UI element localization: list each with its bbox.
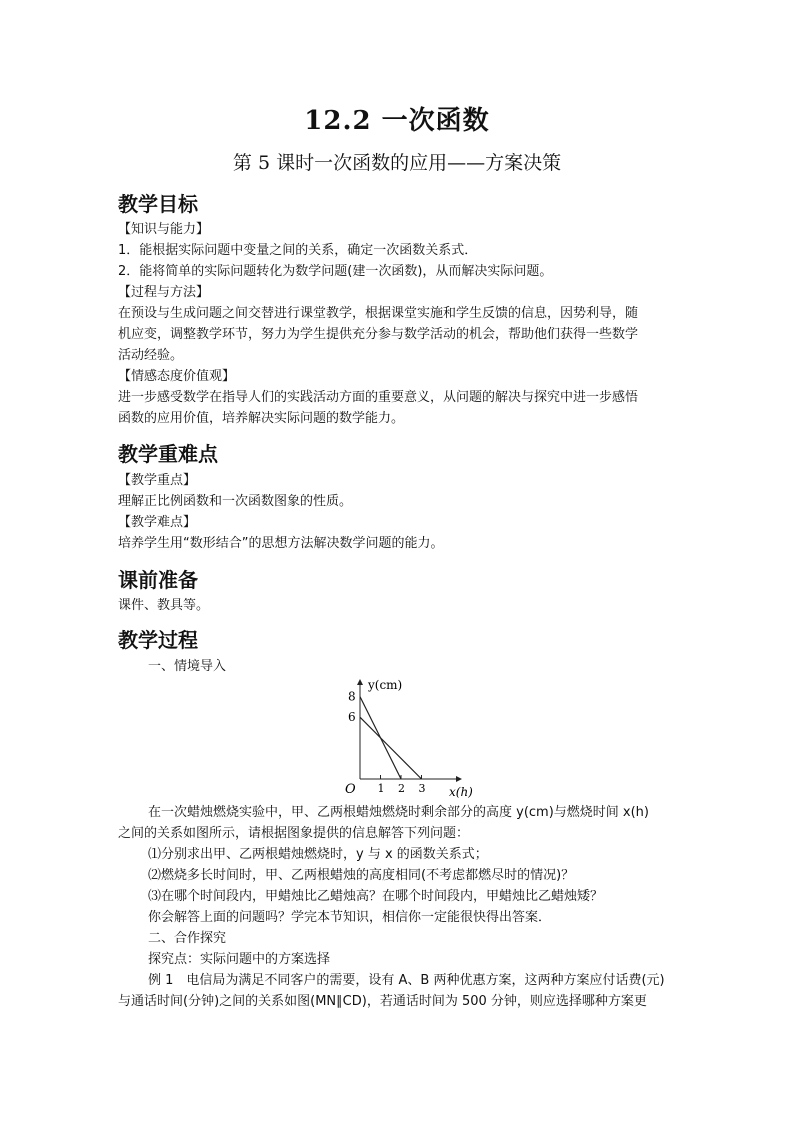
example-1-line-1: 例 1 电信局为满足不同客户的需要，设有 A、B 两种优惠方案，这两种方案应付话费(元)	[148, 973, 665, 988]
x-axis-arrow	[456, 776, 462, 782]
prep-text: 课件、教具等。	[118, 598, 210, 613]
knowledge-item-1: 1．能根据实际问题中变量之间的关系，确定一次函数关系式．	[118, 243, 478, 258]
x-tick-label: 3	[418, 782, 426, 795]
process-text-2: 机应变，调整教学环节，努力为学生提供充分参与数学活动的机会，帮助他们获得一些数学	[118, 327, 639, 342]
section-heading-goals: 教学目标	[118, 192, 198, 216]
process-tag: 【过程与方法】	[118, 285, 210, 300]
question-2: ⑵燃烧多长时间时，甲、乙两根蜡烛的高度相同(不考虑都燃尽时的情况)？	[148, 868, 575, 883]
knowledge-tag: 【知识与能力】	[118, 222, 210, 237]
x-tick-label: 2	[398, 782, 405, 795]
emotion-text-2: 函数的应用价值，培养解决实际问题的数学能力。	[118, 411, 405, 426]
focus-tag: 【教学重点】	[118, 473, 197, 488]
focus-text: 理解正比例函数和一次函数图象的性质。	[118, 494, 353, 509]
question-3: ⑶在哪个时间段内，甲蜡烛比乙蜡烛高？在哪个时间段内，甲蜡烛比乙蜡烛矮？	[148, 889, 604, 904]
y-axis-label: y(cm)	[368, 678, 403, 692]
process-text-1: 在预设与生成问题之间交替进行课堂教学，根据课堂实施和学生反馈的信息，因势利导，随	[118, 306, 639, 321]
document-title: 12.2 一次函数	[304, 106, 490, 136]
y-axis-arrow	[357, 679, 363, 685]
question-1: ⑴分别求出甲、乙两根蜡烛燃烧时，y 与 x 的函数关系式；	[148, 847, 488, 862]
explore-point: 探究点：实际问题中的方案选择	[148, 952, 331, 967]
series-line-2	[360, 717, 422, 779]
section-heading-prep: 课前准备	[118, 568, 198, 592]
difficulty-text: 培养学生用“数形结合”的思想方法解决数学问题的能力。	[118, 536, 444, 551]
y-tick-label: 6	[348, 710, 356, 725]
knowledge-item-2: 2．能将简单的实际问题转化为数学问题(建一次函数)，从而解决实际问题。	[118, 264, 553, 279]
intro-paragraph-1: 在一次蜡烛燃烧实验中，甲、乙两根蜡烛燃烧时剩余部分的高度 y(cm)与燃烧时间 x(h)	[148, 805, 649, 820]
section-heading-process: 教学过程	[118, 628, 198, 652]
origin-label: O	[345, 782, 356, 797]
emotion-text-1: 进一步感受数学在指导人们的实践活动方面的重要意义，从问题的解决与探究中进一步感悟	[118, 390, 639, 405]
document-subtitle: 第 5 课时一次函数的应用——方案决策	[232, 152, 562, 174]
x-tick-label: 1	[377, 782, 385, 795]
difficulty-tag: 【教学难点】	[118, 515, 197, 530]
step-1-heading: 一、情境导入	[148, 659, 227, 674]
example-1-line-2: 与通话时间(分钟)之间的关系如图(MN∥CD)，若通话时间为 500 分钟，则应选择哪种方案更	[118, 994, 647, 1009]
intro-paragraph-2: 之间的关系如图所示，请根据图象提供的信息解答下列问题：	[118, 826, 470, 841]
emotion-tag: 【情感态度价值观】	[118, 369, 236, 384]
closing-text: 你会解答上面的问题吗？学完本节知识，相信你一定能很快得出答案．	[148, 910, 552, 925]
process-text-3: 活动经验。	[118, 348, 184, 363]
step-2-heading: 二、合作探究	[148, 931, 227, 946]
candle-chart	[338, 675, 478, 800]
y-tick-label: 8	[348, 689, 356, 704]
x-axis-label: x(h)	[449, 785, 473, 799]
section-heading-key: 教学重难点	[118, 442, 218, 466]
